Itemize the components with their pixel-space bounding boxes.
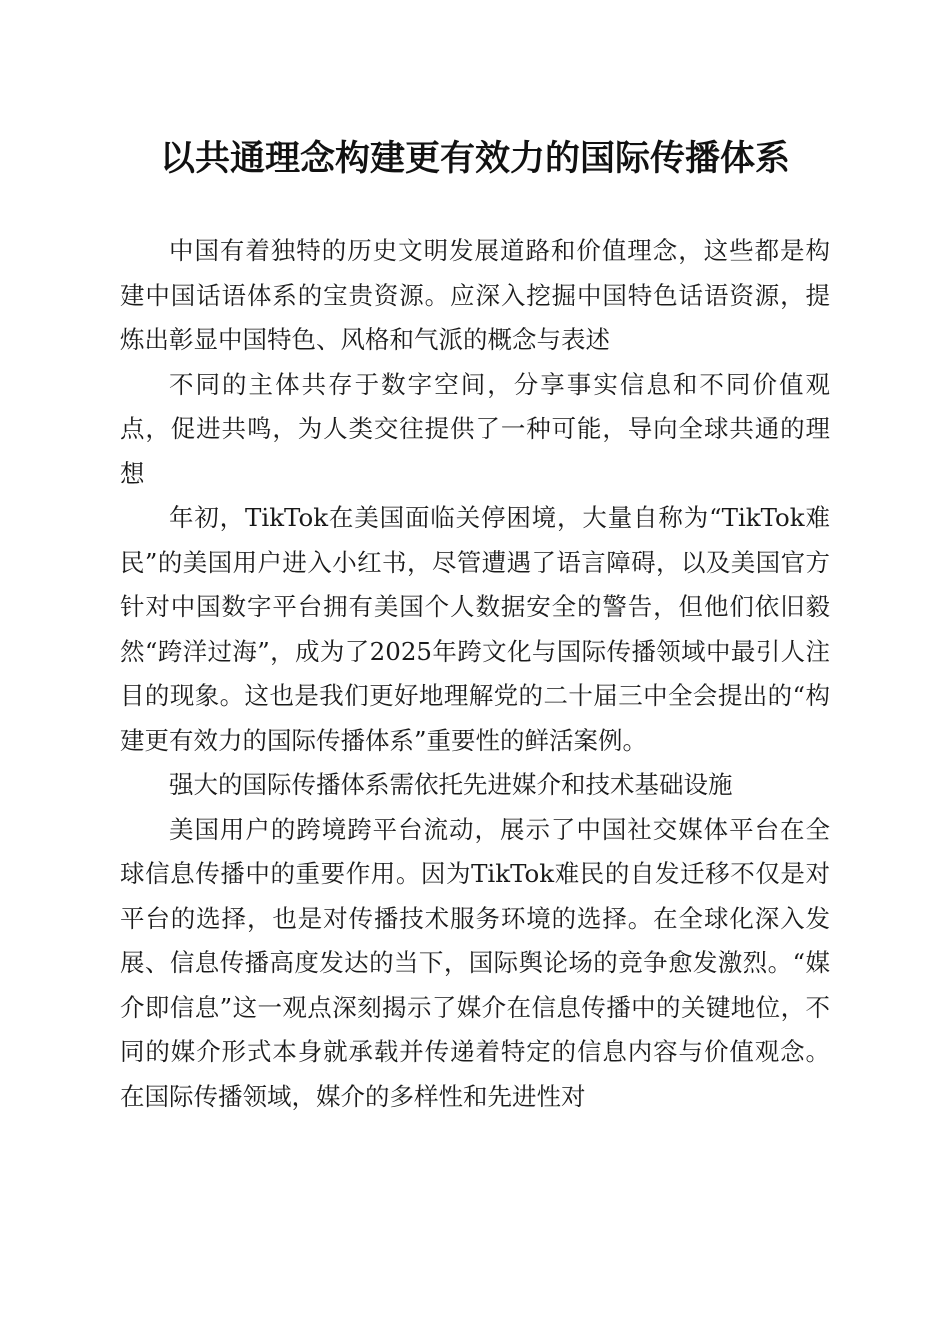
paragraph: 年初，TikTok在美国面临关停困境，大量自称为“TikTok难民”的美国用户进入小红书，尽管遭遇了语言障碍，以及美国官方针对中国数字平台拥有美国个人数据安全的警告，但他们依旧毅然“跨洋过海”，成为了2025年跨文化与国际传播领域中最引人注目的现象。这也是我们更好地理解党的二十届三中全会提出的“构建更有效力的国际传播体系”重要性的鲜活案例。 bbox=[120, 503, 830, 755]
paragraph: 不同的主体共存于数字空间，分享事实信息和不同价值观点，促进共鸣，为人类交往提供了一种可能，导向全球共通的理想 bbox=[120, 369, 830, 488]
paragraph: 中国有着独特的历史文明发展道路和价值理念，这些都是构建中国话语体系的宝贵资源。应深入挖掘中国特色话语资源，提炼出彰显中国特色、风格和气派的概念与表述 bbox=[120, 236, 830, 354]
paragraph: 美国用户的跨境跨平台流动，展示了中国社交媒体平台在全球信息传播中的重要作用。因为TikTok难民的自发迁移不仅是对平台的选择，也是对传播技术服务环境的选择。在全球化深入发展、信息传播高度发达的当下，国际舆论场的竞争愈发激烈。“媒介即信息”这一观点深刻揭示了媒介在信息传播中的关键地位，不同的媒介形式本身就承载并传递着特定的信息内容与价值观念。在国际传播领域，媒介的多样性和先进性对 bbox=[120, 814, 830, 1111]
section-heading: 强大的国际传播体系需依托先进媒介和技术基础设施 bbox=[169, 770, 733, 799]
page-title: 以共通理念构建更有效力的国际传播体系 bbox=[159, 138, 790, 179]
article-body bbox=[120, 229, 830, 1119]
